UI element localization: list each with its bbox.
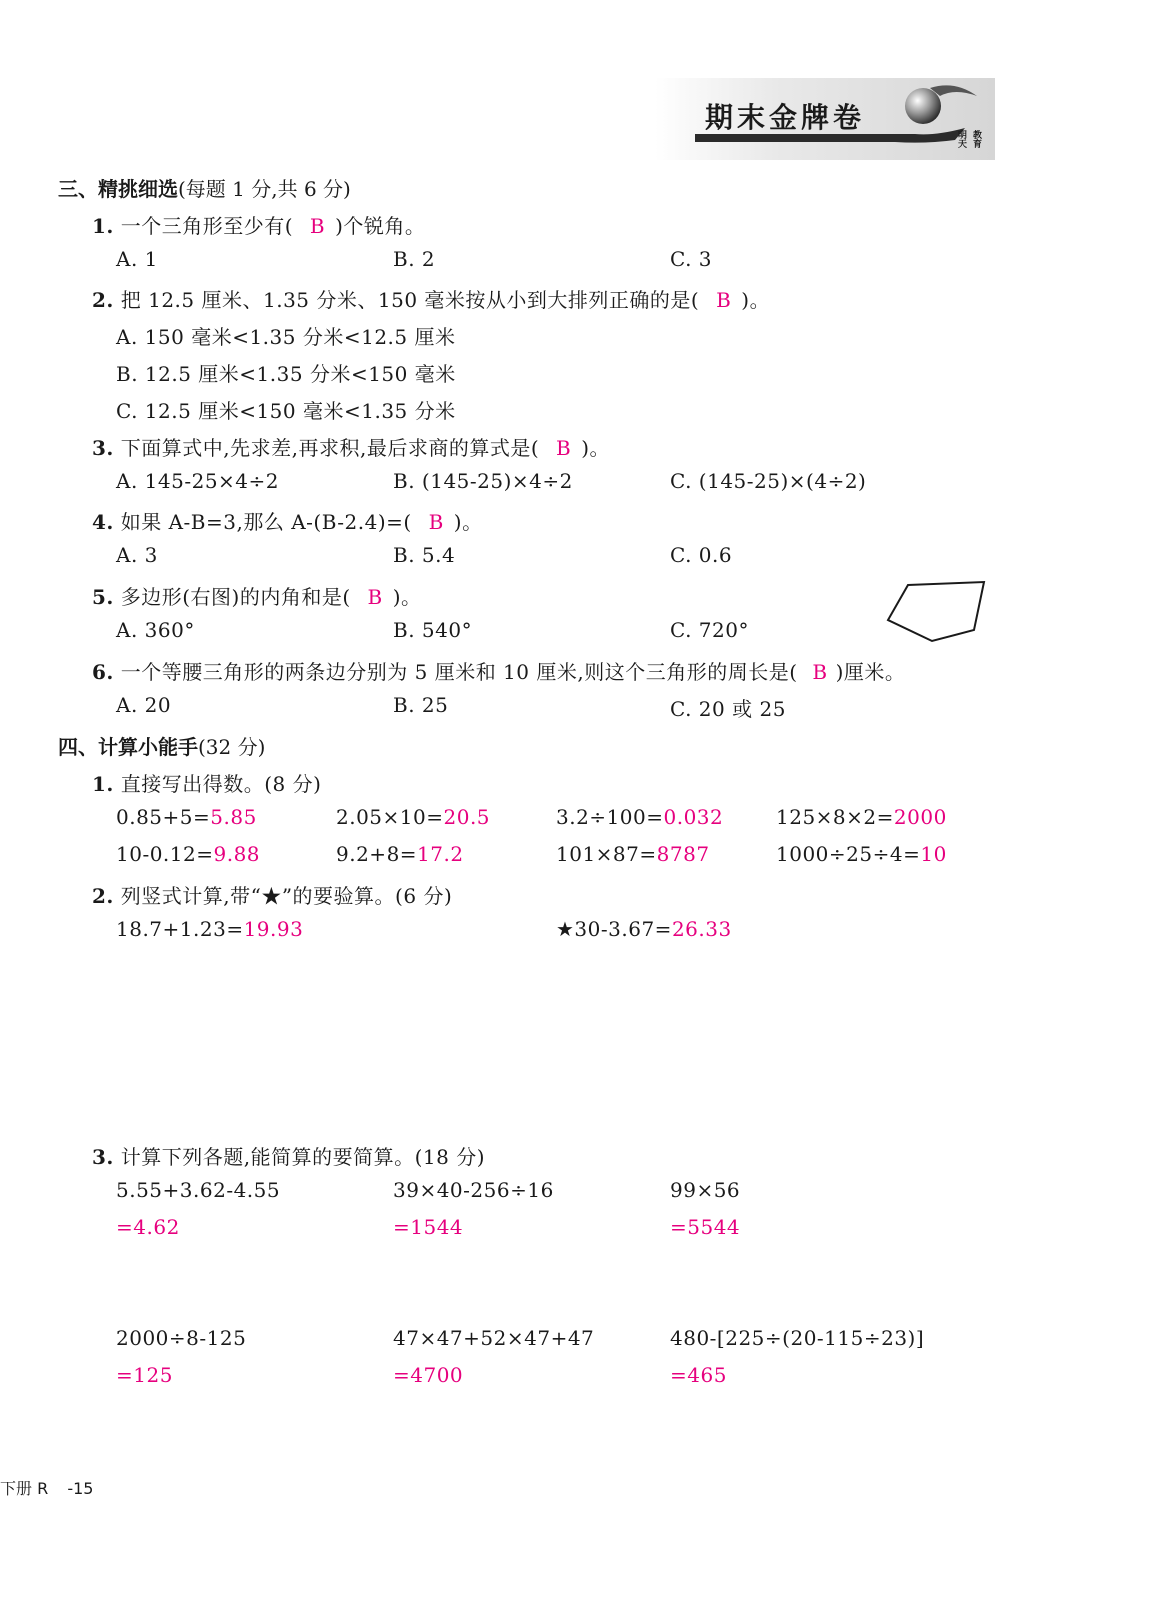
option-b: B. 2 [393,247,436,271]
calc-expression: 101×87= [556,842,657,866]
part-number: 2. [92,884,114,908]
calc-item [336,805,490,829]
part-3-title [92,1141,485,1170]
calc-item [776,842,947,866]
question-text-end: )。 [581,436,610,460]
logo-text-2: 教育 [971,130,981,148]
question-text-end: )。 [741,288,771,312]
calc-expression: 480-[225÷(20-115÷23)] [670,1326,925,1350]
vertical-calc-item [556,917,732,941]
question-text: 多边形(右图)的内角和是( [120,585,351,609]
calc-expression: 125×8×2= [776,805,894,829]
option-c: C. 720° [670,618,749,642]
part-text: 直接写出得数。(8 分) [120,772,322,796]
question-text: 如果 A-B=3,那么 A-(B-2.4)=( [120,510,412,534]
section3-score: (每题 1 分,共 6 分) [178,177,351,201]
question-6 [92,656,905,685]
page-footer [0,1476,93,1499]
calc-answer: 17.2 [417,842,464,866]
calc-expression: 47×47+52×47+47 [393,1326,595,1350]
calc-answer: =5544 [670,1215,741,1239]
calc-expression: 1000÷25÷4= [776,842,921,866]
calc-item [336,842,464,866]
question-1 [92,210,425,239]
answer-choice: B [309,214,326,238]
question-5 [92,581,422,610]
calc-expression: 0.85+5= [116,805,211,829]
calc-expression: 18.7+1.23= [116,917,244,941]
question-number: 2. [92,288,114,312]
calc-answer: =125 [116,1363,173,1387]
section4-score: (32 分) [198,735,266,759]
part-text: 计算下列各题,能简算的要简算。(18 分) [120,1145,486,1169]
question-text: 把 12.5 厘米、1.35 分米、150 毫米按从小到大排列正确的是( [120,288,700,312]
part-number: 1. [92,772,114,796]
option-b: B. (145-25)×4÷2 [393,469,573,493]
option-a: A. 150 毫米<1.35 分米<12.5 厘米 [116,325,456,349]
question-number: 1. [92,214,114,238]
section4-heading [58,731,265,760]
question-text-end: )。 [453,510,483,534]
part-2-title [92,880,452,909]
vertical-calc-item [116,917,303,941]
question-number: 5. [92,585,114,609]
calc-expression: 3.2÷100= [556,805,664,829]
option-b: B. 540° [393,618,473,642]
calc-item [776,805,947,829]
calc-expression: 39×40-256÷16 [393,1178,554,1202]
calc-expression: 5.55+3.62-4.55 [116,1178,281,1202]
option-c: C. 20 或 25 [670,697,786,721]
question-text: 下面算式中,先求差,再求积,最后求商的算式是( [120,436,540,460]
question-2 [92,284,770,313]
calc-answer: 26.33 [671,917,732,941]
option-a: A. 1 [116,247,158,271]
question-text-end: )个锐角。 [335,214,426,238]
calc-item [556,805,723,829]
calc-answer: 8787 [656,842,710,866]
calc-answer: 19.93 [243,917,304,941]
question-text: 一个三角形至少有( [120,214,294,238]
question-text: 一个等腰三角形的两条边分别为 5 厘米和 10 厘米,则这个三角形的周长是( [120,660,798,684]
answer-choice: B [716,288,732,312]
option-a: A. 360° [116,618,195,642]
option-a: A. 145-25×4÷2 [116,469,280,493]
calc-expression: 2.05×10= [336,805,444,829]
option-c: C. 3 [670,247,713,271]
calc-item [116,842,260,866]
option-a: A. 20 [116,693,172,717]
section3-title: 三、精挑细选 [58,177,178,201]
question-3 [92,432,610,461]
page-number: -15 [67,1479,94,1498]
part-1-title [92,768,321,797]
banner-title: 期末金牌卷 [705,101,866,134]
calc-expression: 10-0.12= [116,842,214,866]
question-number: 4. [92,510,114,534]
question-text-end: )。 [392,585,422,609]
answer-choice: B [812,660,828,684]
answer-choice: B [555,436,572,460]
calc-answer: =4.62 [116,1215,180,1239]
calc-answer: =4700 [393,1363,464,1387]
answer-choice: B [428,510,444,534]
section3-heading [58,173,351,202]
question-text-end: )厘米。 [835,660,906,684]
option-c: C. 0.6 [670,543,733,567]
option-c: C. (145-25)×(4÷2) [670,469,867,493]
calc-item [116,805,257,829]
logo-text-1: 明天 [956,130,966,148]
pentagon-figure [880,575,995,650]
option-b: B. 25 [393,693,449,717]
calc-answer: 0.032 [663,805,724,829]
calc-answer: 20.5 [443,805,491,829]
option-b: B. 12.5 厘米<1.35 分米<150 毫米 [116,362,456,386]
header-banner [655,78,995,160]
calc-answer: 10 [920,842,947,866]
calc-expression: ★30-3.67= [556,917,672,941]
part-number: 3. [92,1145,114,1169]
calc-answer: 2000 [893,805,947,829]
answer-choice: B [367,585,383,609]
calc-answer: =465 [670,1363,727,1387]
calc-expression: 2000÷8-125 [116,1326,247,1350]
section4-title: 四、计算小能手 [58,735,198,759]
question-4 [92,506,483,535]
question-number: 3. [92,436,114,460]
question-number: 6. [92,660,114,684]
option-a: A. 3 [116,543,158,567]
calc-answer: 5.85 [210,805,257,829]
option-b: B. 5.4 [393,543,456,567]
calc-item [556,842,710,866]
calc-answer: =1544 [393,1215,464,1239]
part-text: 列竖式计算,带“★”的要验算。(6 分) [120,884,453,908]
calc-expression: 99×56 [670,1178,741,1202]
calc-expression: 9.2+8= [336,842,418,866]
option-c: C. 12.5 厘米<150 毫米<1.35 分米 [116,399,456,423]
footer-text: 下册 R [0,1479,49,1498]
calc-answer: 9.88 [213,842,261,866]
